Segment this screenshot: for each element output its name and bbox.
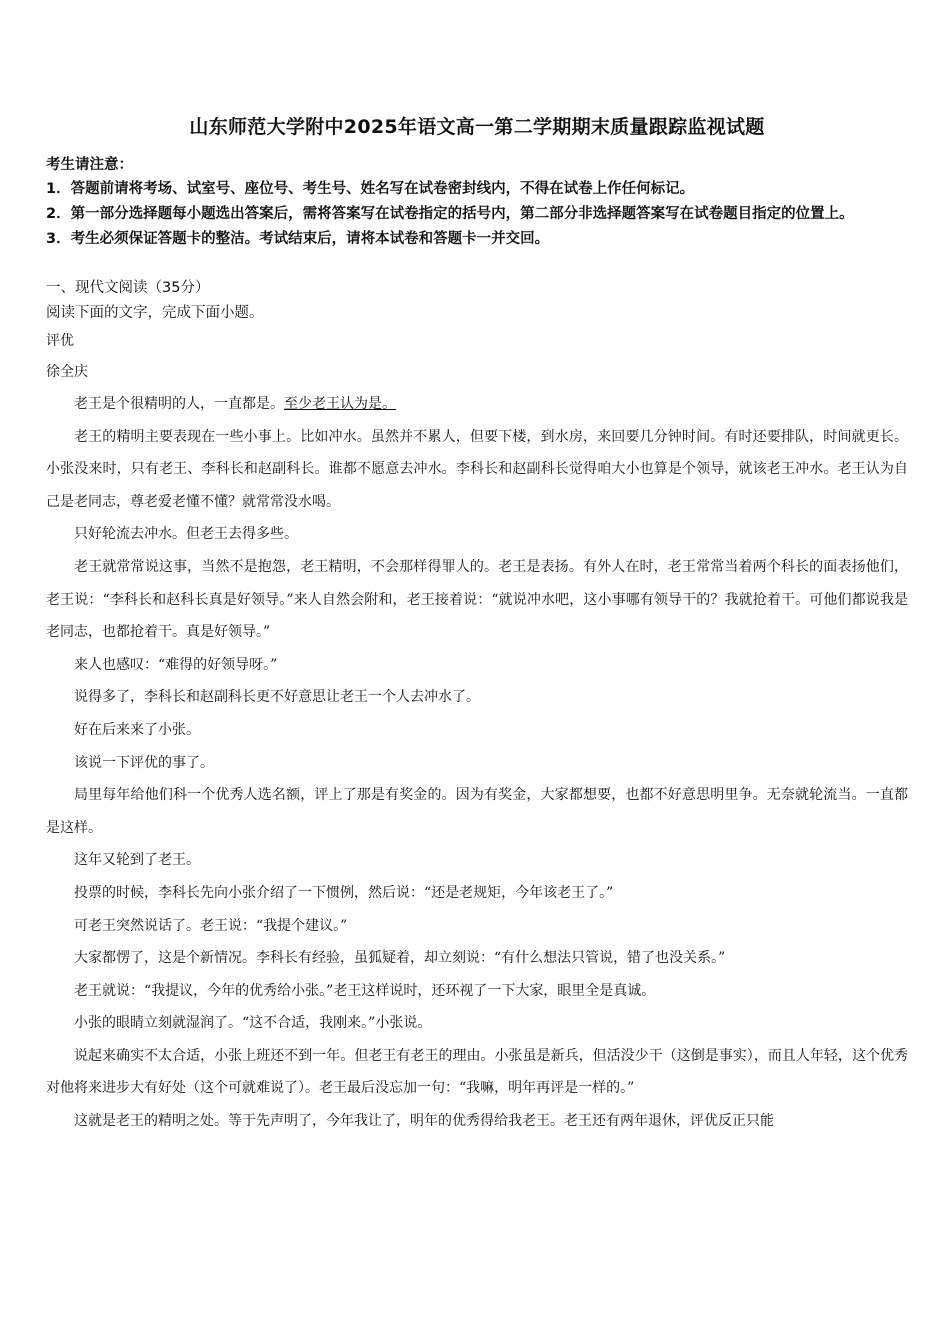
section-heading: 一、现代文阅读（35分） [46,280,210,296]
story-title: 评优 [46,333,74,349]
story-paragraph: 可老王突然说话了。老王说：“我提个建议。” [74,917,348,934]
story-paragraph: 说起来确实不太合适，小张上班还不到一年。但老王有老王的理由。小张虽是新兵，但活没少干（这倒是事实），而且人年轻，这个优秀对他将来进步大有好处（这个可就难说了）。老王最后没忘加一句：“我嘛，明年再评是一样的。” [46,1047,908,1097]
story-paragraph [46,388,908,421]
story-paragraph: 老王的精明主要表现在一些小事上。比如冲水。虽然并不累人，但要下楼，到水房，来回要几分钟时间。有时还要排队，时间就更长。小张没来时，只有老王、李科长和赵副科长。谁都不愿意去冲水。李科长和赵副科长觉得咱大小也算是个领导，就该老王冲水。老王认为自己是老同志，尊老爱老懂不懂？就常常没水喝。 [46,428,908,510]
reading-instruction: 阅读下面的文字，完成下面小题。 [46,305,264,321]
spacer [46,252,908,276]
story-paragraph: 投票的时候，李科长先向小张介绍了一下惯例，然后说：“还是老规矩，今年该老王了。” [74,884,614,901]
story-paragraph: 来人也感叹：“难得的好领导呀。” [74,656,278,673]
story-paragraph: 局里每年给他们科一个优秀人选名额，评上了那是有奖金的。因为有奖金，大家都想要，也都不好意思明里争。无奈就轮流当。一直都是这样。 [46,787,908,836]
notice-item-1: 1．答题前请将考场、试室号、座位号、考生号、姓名写在试卷密封线内，不得在试卷上作任何标记。 [46,181,695,197]
underlined-sentence: 至少老王认为是。 [284,396,396,412]
story-paragraph: 好在后来来了小张。 [74,721,200,738]
story-paragraph: 老王就说：“我提议，今年的优秀给小张。”老王这样说时，还环视了一下大家，眼里全是真诚。 [74,982,656,999]
story-author: 徐全庆 [46,364,88,380]
story-paragraph: 小张的眼睛立刻就湿润了。“这不合适，我刚来。”小张说。 [74,1015,432,1032]
story-paragraph: 这就是老王的精明之处。等于先声明了，今年我让了，明年的优秀得给我老王。老王还有两年退休，评优反正只能 [74,1113,774,1130]
story-paragraph: 说得多了，李科长和赵副科长更不好意思让老王一个人去冲水了。 [74,689,480,706]
exam-page [46,112,908,1138]
story-paragraph: 只好轮流去冲水。但老王去得多些。 [74,526,298,543]
exam-title: 山东师范大学附中2025年语文高一第二学期期末质量跟踪监视试题 [189,116,765,138]
story-paragraph: 老王就常常说这事，当然不是抱怨，老王精明，不会那样得罪人的。老王是表扬。有外人在时，老王常常当着两个科长的面表扬他们，老王说：“李科长和赵科长真是好领导。”来人自然会附和，老王接着说：“就说冲水吧，这小事哪有领导干的？我就抢着干。可他们都说我是老同志，也都抢着干。真是好领导。” [46,558,908,641]
notice-item-3: 3．考生必须保证答题卡的整洁。考试结束后，请将本试卷和答题卡一并交回。 [46,231,550,247]
notice-item-2: 2．第一部分选择题每小题选出答案后，需将答案写在试卷指定的括号内，第二部分非选择题答案写在试卷题目指定的位置上。 [46,206,854,222]
paragraph-text: 老王是个很精明的人，一直都是。 [74,396,284,412]
story-paragraph: 该说一下评优的事了。 [74,754,214,771]
notice-heading: 考生请注意： [46,157,133,173]
story-paragraph: 大家都愣了，这是个新情况。李科长有经验，虽狐疑着，却立刻说：“有什么想法只管说，错了也没关系。” [74,950,726,967]
story-paragraph: 这年又轮到了老王。 [74,852,200,869]
